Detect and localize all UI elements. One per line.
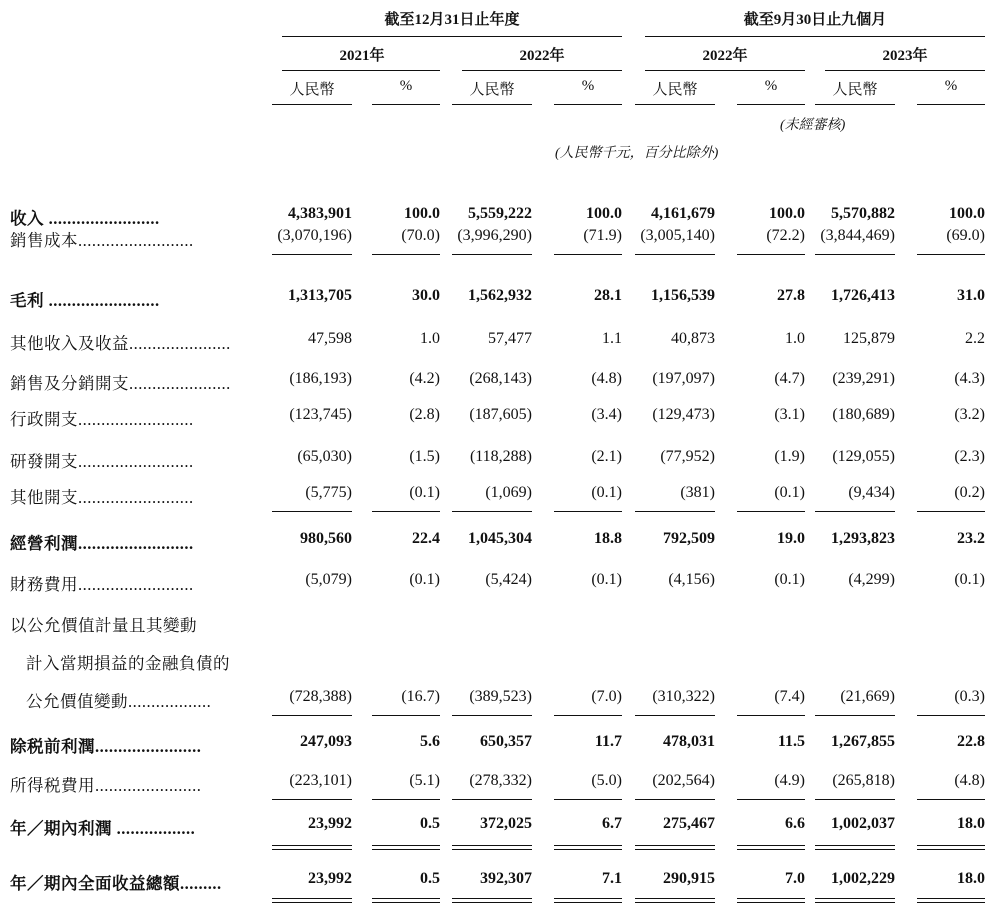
percent-cell: (7.4) xyxy=(774,688,805,705)
amount-cell: 1,313,705 xyxy=(288,287,352,304)
header-rule xyxy=(372,104,440,105)
amount-cell: 23,992 xyxy=(308,815,352,832)
header-group-year: 截至12月31日止年度 xyxy=(384,12,520,28)
amount-cell: 980,560 xyxy=(300,530,352,547)
subtotal-rule xyxy=(372,511,440,512)
total-double-rule xyxy=(815,845,895,846)
total-double-rule xyxy=(272,902,352,903)
row-label: 其他收入及收益...................... xyxy=(10,334,231,353)
row-label: 年／期內利潤 ................. xyxy=(10,819,196,838)
header-rule xyxy=(645,36,985,37)
total-double-rule xyxy=(554,849,622,850)
amount-cell: 23,992 xyxy=(308,870,352,887)
percent-cell: (4.8) xyxy=(591,370,622,387)
amount-cell: 290,915 xyxy=(663,870,715,887)
percent-cell: (5.1) xyxy=(409,772,440,789)
amount-cell: (21,669) xyxy=(840,688,895,705)
header-unit: % xyxy=(399,78,413,94)
percent-cell: (4.3) xyxy=(954,370,985,387)
row-label: 所得税費用....................... xyxy=(10,776,202,795)
percent-cell: 1.0 xyxy=(785,330,805,347)
amount-cell: 1,002,229 xyxy=(831,870,895,887)
row-label: 財務費用......................... xyxy=(10,575,194,594)
percent-cell: 100.0 xyxy=(949,205,985,222)
percent-cell: 19.0 xyxy=(777,530,805,547)
total-double-rule xyxy=(917,845,985,846)
total-double-rule xyxy=(372,849,440,850)
amount-cell: 5,570,882 xyxy=(831,205,895,222)
subtotal-rule xyxy=(815,799,895,800)
percent-cell: 6.7 xyxy=(602,815,622,832)
subtotal-rule xyxy=(272,799,352,800)
row-label: 研發開支......................... xyxy=(10,452,194,471)
percent-cell: (2.8) xyxy=(409,406,440,423)
total-double-rule xyxy=(815,902,895,903)
amount-cell: (5,424) xyxy=(485,571,532,588)
header-unit: % xyxy=(944,78,958,94)
row-label: 經營利潤......................... xyxy=(10,534,194,553)
percent-cell: (3.2) xyxy=(954,406,985,423)
amount-cell: (381) xyxy=(680,484,715,501)
total-double-rule xyxy=(372,902,440,903)
total-double-rule xyxy=(452,845,532,846)
subtotal-rule xyxy=(452,511,532,512)
row-label: 收入 ........................ xyxy=(10,209,160,228)
total-double-rule xyxy=(272,849,352,850)
amount-cell: (239,291) xyxy=(832,370,895,387)
subtotal-rule xyxy=(635,254,715,255)
percent-cell: 22.4 xyxy=(412,530,440,547)
total-double-rule xyxy=(917,898,985,899)
subtotal-rule xyxy=(554,799,622,800)
percent-cell: (0.1) xyxy=(591,484,622,501)
percent-cell: 18.8 xyxy=(594,530,622,547)
header-rule xyxy=(645,70,805,71)
percent-cell: (3.1) xyxy=(774,406,805,423)
amount-cell: (180,689) xyxy=(832,406,895,423)
amount-cell: 1,002,037 xyxy=(831,815,895,832)
total-double-rule xyxy=(737,845,805,846)
percent-cell: 11.7 xyxy=(594,733,622,750)
subtotal-rule xyxy=(917,511,985,512)
header-rule xyxy=(462,70,622,71)
row-label: 除税前利潤....................... xyxy=(10,737,202,756)
amount-cell: (65,030) xyxy=(297,448,352,465)
percent-cell: (16.7) xyxy=(401,688,440,705)
amount-cell: 40,873 xyxy=(671,330,715,347)
amount-cell: (268,143) xyxy=(469,370,532,387)
percent-cell: 18.0 xyxy=(957,815,985,832)
amount-cell: (223,101) xyxy=(289,772,352,789)
amount-cell: (123,745) xyxy=(289,406,352,423)
percent-cell: (4.2) xyxy=(409,370,440,387)
percent-cell: (4.9) xyxy=(774,772,805,789)
amount-cell: (77,952) xyxy=(660,448,715,465)
header-unit: 人民幣 xyxy=(652,82,698,98)
percent-cell: (0.1) xyxy=(954,571,985,588)
percent-cell: 5.6 xyxy=(420,733,440,750)
percent-cell: 6.6 xyxy=(785,815,805,832)
total-double-rule xyxy=(635,845,715,846)
amount-cell: (728,388) xyxy=(289,688,352,705)
subtotal-rule xyxy=(452,715,532,716)
amount-cell: (1,069) xyxy=(485,484,532,501)
amount-cell: 4,161,679 xyxy=(651,205,715,222)
amount-cell: 5,559,222 xyxy=(468,205,532,222)
amount-cell: 4,383,901 xyxy=(288,205,352,222)
percent-cell: 18.0 xyxy=(957,870,985,887)
subtotal-rule xyxy=(272,254,352,255)
percent-cell: (71.9) xyxy=(583,227,622,244)
header-rule xyxy=(282,36,622,37)
amount-cell: 792,509 xyxy=(663,530,715,547)
percent-cell: 11.5 xyxy=(777,733,805,750)
total-double-rule xyxy=(272,845,352,846)
subtotal-rule xyxy=(554,254,622,255)
header-rule xyxy=(282,70,440,71)
row-label: 銷售及分銷開支...................... xyxy=(10,374,231,393)
total-double-rule xyxy=(737,898,805,899)
subtotal-rule xyxy=(272,511,352,512)
subtotal-rule xyxy=(737,254,805,255)
subtotal-rule xyxy=(815,511,895,512)
percent-cell: (2.1) xyxy=(591,448,622,465)
amount-cell: 392,307 xyxy=(480,870,532,887)
row-label: 年／期內全面收益總額......... xyxy=(10,874,222,893)
header-rule xyxy=(917,104,985,105)
subtotal-rule xyxy=(815,715,895,716)
header-unit: 人民幣 xyxy=(469,82,515,98)
header-year: 2022年 xyxy=(519,48,565,64)
percent-cell: (0.1) xyxy=(409,571,440,588)
percent-cell: 7.1 xyxy=(602,870,622,887)
amount-cell: 247,093 xyxy=(300,733,352,750)
header-group-nine-months: 截至9月30日止九個月 xyxy=(743,12,887,28)
subtotal-rule xyxy=(272,715,352,716)
amount-cell: 478,031 xyxy=(663,733,715,750)
subtotal-rule xyxy=(452,254,532,255)
amount-cell: 47,598 xyxy=(308,330,352,347)
amount-cell: (265,818) xyxy=(832,772,895,789)
row-label: 行政開支......................... xyxy=(10,410,194,429)
total-double-rule xyxy=(917,902,985,903)
amount-cell: (5,775) xyxy=(305,484,352,501)
total-double-rule xyxy=(452,898,532,899)
subtotal-rule xyxy=(554,715,622,716)
subtotal-rule xyxy=(452,799,532,800)
amount-cell: 275,467 xyxy=(663,815,715,832)
percent-cell: (5.0) xyxy=(591,772,622,789)
amount-cell: (278,332) xyxy=(469,772,532,789)
percent-cell: (0.1) xyxy=(409,484,440,501)
total-double-rule xyxy=(452,902,532,903)
amount-cell: (3,005,140) xyxy=(640,227,715,244)
total-double-rule xyxy=(554,845,622,846)
amount-cell: 57,477 xyxy=(488,330,532,347)
amount-cell: (197,097) xyxy=(652,370,715,387)
subtotal-rule xyxy=(917,254,985,255)
percent-cell: 0.5 xyxy=(420,815,440,832)
percent-cell: (2.3) xyxy=(954,448,985,465)
percent-cell: (4.8) xyxy=(954,772,985,789)
percent-cell: (1.5) xyxy=(409,448,440,465)
subtotal-rule xyxy=(372,715,440,716)
total-double-rule xyxy=(452,849,532,850)
percent-cell: 100.0 xyxy=(769,205,805,222)
total-double-rule xyxy=(635,849,715,850)
subtotal-rule xyxy=(635,715,715,716)
subtotal-rule xyxy=(917,799,985,800)
amount-cell: (118,288) xyxy=(469,448,532,465)
amount-cell: 1,156,539 xyxy=(651,287,715,304)
subtotal-rule xyxy=(372,254,440,255)
unaudited-note: (未經審核) xyxy=(780,118,846,133)
total-double-rule xyxy=(635,898,715,899)
amount-cell: (3,070,196) xyxy=(277,227,352,244)
header-unit: 人民幣 xyxy=(289,82,335,98)
subtotal-rule xyxy=(372,799,440,800)
percent-cell: (69.0) xyxy=(946,227,985,244)
percent-cell: 1.0 xyxy=(420,330,440,347)
header-rule xyxy=(635,104,715,105)
percent-cell: 100.0 xyxy=(586,205,622,222)
percent-cell: (72.2) xyxy=(766,227,805,244)
total-double-rule xyxy=(372,845,440,846)
row-label: 毛利 ........................ xyxy=(10,291,160,310)
row-label: 其他開支......................... xyxy=(10,488,194,507)
percent-cell: (0.3) xyxy=(954,688,985,705)
currency-note: (人民幣千元，百分比除外) xyxy=(555,146,719,161)
percent-cell: 31.0 xyxy=(957,287,985,304)
total-double-rule xyxy=(635,902,715,903)
percent-cell: 28.1 xyxy=(594,287,622,304)
total-double-rule xyxy=(917,849,985,850)
subtotal-rule xyxy=(737,715,805,716)
percent-cell: 7.0 xyxy=(785,870,805,887)
header-rule xyxy=(825,70,985,71)
amount-cell: (187,605) xyxy=(469,406,532,423)
row-label: 計入當期損益的金融負債的 xyxy=(26,654,230,673)
total-double-rule xyxy=(815,849,895,850)
percent-cell: (1.9) xyxy=(774,448,805,465)
amount-cell: 125,879 xyxy=(843,330,895,347)
percent-cell: (70.0) xyxy=(401,227,440,244)
amount-cell: (202,564) xyxy=(652,772,715,789)
subtotal-rule xyxy=(737,511,805,512)
percent-cell: (0.1) xyxy=(774,571,805,588)
row-label: 以公允價值計量且其變動 xyxy=(10,616,197,635)
percent-cell: 27.8 xyxy=(777,287,805,304)
percent-cell: 2.2 xyxy=(965,330,985,347)
amount-cell: 1,267,855 xyxy=(831,733,895,750)
amount-cell: (3,844,469) xyxy=(820,227,895,244)
row-label: 公允價值變動.................. xyxy=(26,692,212,711)
amount-cell: 1,562,932 xyxy=(468,287,532,304)
amount-cell: (389,523) xyxy=(469,688,532,705)
total-double-rule xyxy=(815,898,895,899)
percent-cell: (0.2) xyxy=(954,484,985,501)
amount-cell: (5,079) xyxy=(305,571,352,588)
subtotal-rule xyxy=(554,511,622,512)
header-year: 2023年 xyxy=(882,48,928,64)
subtotal-rule xyxy=(815,254,895,255)
header-unit: 人民幣 xyxy=(832,82,878,98)
percent-cell: 22.8 xyxy=(957,733,985,750)
amount-cell: (310,322) xyxy=(652,688,715,705)
header-year: 2021年 xyxy=(339,48,385,64)
percent-cell: 0.5 xyxy=(420,870,440,887)
percent-cell: 23.2 xyxy=(957,530,985,547)
total-double-rule xyxy=(737,849,805,850)
amount-cell: 372,025 xyxy=(480,815,532,832)
amount-cell: (186,193) xyxy=(289,370,352,387)
header-rule xyxy=(815,104,895,105)
header-year: 2022年 xyxy=(702,48,748,64)
total-double-rule xyxy=(554,898,622,899)
total-double-rule xyxy=(372,898,440,899)
amount-cell: (4,156) xyxy=(668,571,715,588)
header-rule xyxy=(737,104,805,105)
percent-cell: (7.0) xyxy=(591,688,622,705)
header-rule xyxy=(554,104,622,105)
percent-cell: (0.1) xyxy=(774,484,805,501)
amount-cell: (129,473) xyxy=(652,406,715,423)
percent-cell: 30.0 xyxy=(412,287,440,304)
subtotal-rule xyxy=(635,511,715,512)
amount-cell: 1,293,823 xyxy=(831,530,895,547)
row-label: 銷售成本......................... xyxy=(10,231,194,250)
header-unit: % xyxy=(581,78,595,94)
total-double-rule xyxy=(737,902,805,903)
amount-cell: (129,055) xyxy=(832,448,895,465)
header-unit: % xyxy=(764,78,778,94)
percent-cell: (3.4) xyxy=(591,406,622,423)
subtotal-rule xyxy=(737,799,805,800)
percent-cell: (0.1) xyxy=(591,571,622,588)
amount-cell: (3,996,290) xyxy=(457,227,532,244)
percent-cell: 1.1 xyxy=(602,330,622,347)
amount-cell: 650,357 xyxy=(480,733,532,750)
amount-cell: 1,726,413 xyxy=(831,287,895,304)
percent-cell: 100.0 xyxy=(404,205,440,222)
total-double-rule xyxy=(554,902,622,903)
header-rule xyxy=(452,104,532,105)
header-rule xyxy=(272,104,352,105)
subtotal-rule xyxy=(635,799,715,800)
amount-cell: (9,434) xyxy=(848,484,895,501)
amount-cell: 1,045,304 xyxy=(468,530,532,547)
percent-cell: (4.7) xyxy=(774,370,805,387)
subtotal-rule xyxy=(917,715,985,716)
amount-cell: (4,299) xyxy=(848,571,895,588)
total-double-rule xyxy=(272,898,352,899)
